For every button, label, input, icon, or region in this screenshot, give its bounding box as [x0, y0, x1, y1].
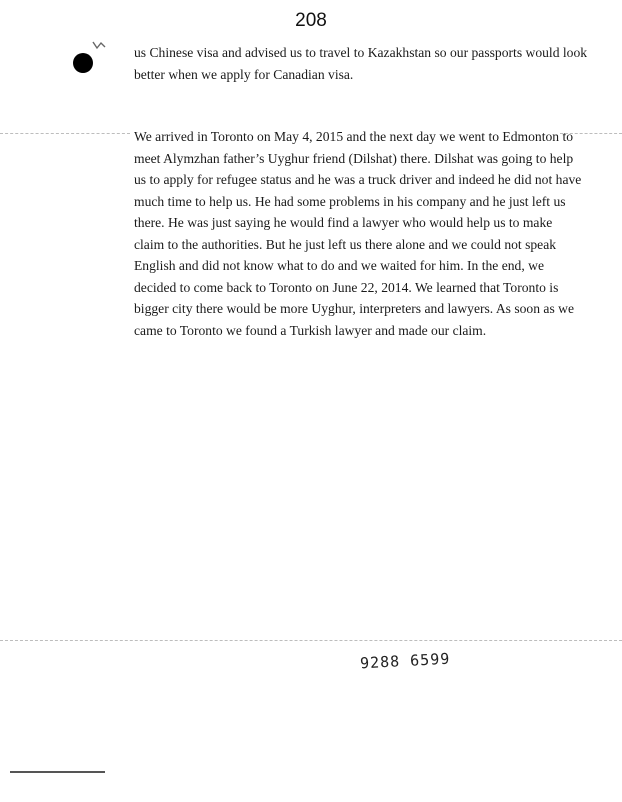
scan-artifact-line — [0, 640, 622, 641]
scan-artifact-line — [0, 133, 130, 134]
text-line: bigger city there would be more Uyghur, interpreters and lawyers. As soon as we — [134, 301, 574, 316]
paragraph-2 — [134, 126, 596, 341]
hole-punch — [73, 53, 93, 73]
text-line: meet Alymzhan father’s Uyghur friend (Dilshat) there. Dilshat was going to help — [134, 150, 574, 166]
text-line: much time to help us. He had some problems in his company and he just left us — [134, 193, 566, 209]
text-line: us Chinese visa and advised us to travel to Kazakhstan so our passports would look — [134, 45, 588, 60]
text-line: decided to come back to Toronto on June 22, 2014. We learned that Toronto is — [134, 279, 559, 295]
paragraph-1 — [134, 42, 596, 85]
text-line: claim to the authorities. But he just left us there alone and we could not speak — [134, 236, 557, 252]
text-line: us to apply for refugee status and he was a truck driver and indeed he did not have — [134, 172, 582, 187]
text-line: English and did not know what to do and we waited for him. In the end, we — [134, 258, 544, 273]
scan-artifact-bar — [10, 771, 105, 773]
text-line: came to Toronto we found a Turkish lawyer and made our claim. — [134, 322, 487, 338]
text-line: there. He was just saying he would find a lawyer who would help us to make — [134, 215, 553, 230]
text-line: We arrived in Toronto on May 4, 2015 and the next day we went to Edmonton to — [134, 129, 574, 144]
handwritten-reference-number: 9288 6599 — [359, 649, 451, 673]
text-line: better when we apply for Canadian visa. — [134, 66, 354, 82]
corner-mark-icon — [92, 40, 106, 50]
page-number: 208 — [295, 10, 327, 31]
